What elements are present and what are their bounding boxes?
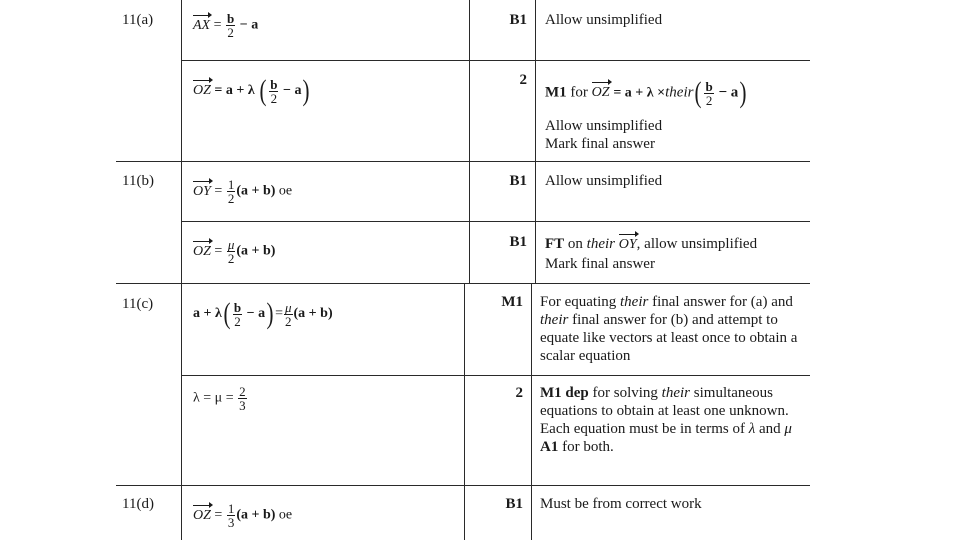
row-divider [181,375,810,376]
expression-part: (a + b) [236,507,276,523]
mark-value: 2 [519,72,527,88]
column-divider [531,283,532,540]
fraction: $\frac{b}{2}$ [233,299,242,329]
guidance-text: Mark final answer [545,256,655,272]
vector-symbol: OZ [193,507,211,523]
bracket: ( [694,76,702,109]
fraction: $\frac{2}{3}$ [239,384,246,413]
equals-sign: = [214,507,223,523]
guidance-text: Allow unsimplified [545,173,663,189]
row-divider [181,60,810,61]
column-divider [464,283,465,540]
bracket: ) [266,297,274,330]
guidance-ft-line [545,235,757,254]
expression-part: − a [246,306,266,322]
fraction: $\frac{1}{3}$ [227,501,235,530]
expression-tail: − a [239,17,259,33]
expression-part: a + λ [193,306,222,322]
guidance-text: Allow unsimplified [545,12,663,28]
oe-note: oe [278,183,293,199]
column-divider [469,0,470,283]
column-divider [535,0,536,283]
vector-symbol: OY [193,183,211,199]
expression-part: − a [282,83,302,99]
question-label: 11(c) [122,296,154,312]
vector-symbol: OZ [193,243,211,259]
expression-part: = a + λ × [613,85,666,101]
bracket: ( [259,74,267,107]
fraction: $\frac{1}{2}$ [227,177,235,206]
question-label: 11(a) [122,12,154,28]
expression-part: (a + b) [293,306,333,322]
guidance-paragraph: M1 dep for solving their simultaneous equations to obtain at least one unknown. Each equation must be in terms of λ and μ A1 for both. [540,385,792,455]
mark-value: B1 [509,12,527,28]
vector-symbol: OZ [591,85,610,101]
fraction: $\frac{\mu}{2}$ [227,237,235,266]
equals-sign: = [214,243,223,259]
bracket: ) [302,74,310,107]
guidance-word: for [570,84,588,101]
answer-expression [193,385,248,412]
guidance-text: Mark final answer [545,136,655,152]
row-divider [181,221,810,222]
guidance-method-line [545,76,748,109]
expression-part: − a [718,84,739,101]
fraction: $\frac{b}{2}$ [705,78,713,108]
answer-expression [193,238,275,265]
expression-part: (a + b) [236,243,276,259]
answer-expression [193,74,311,107]
vector-symbol: AX [193,17,211,33]
column-divider [181,0,182,540]
mark-value: 2 [515,385,523,401]
answer-expression [193,12,258,39]
mark-value: B1 [505,496,523,512]
bracket: ) [739,76,747,109]
row-divider [116,283,810,284]
row-divider [116,161,810,162]
mark-code: M1 [545,84,567,101]
bracket: ( [223,297,231,330]
fraction: $\frac{b}{2}$ [270,76,278,106]
answer-expression [193,297,333,330]
their-word: their [586,236,616,252]
guidance-word: on [567,236,583,252]
fraction: $\frac{\mu}{2}$ [284,299,292,329]
expression-part: λ = μ = [193,390,234,406]
mark-value: B1 [509,173,527,189]
question-label: 11(b) [122,173,154,189]
mark-value: B1 [509,234,527,250]
guidance-paragraph: For equating their final answer for (a) and their final answer for (b) and attempt to equate like vectors at least once to obtain a scalar equation [540,294,798,364]
answer-expression [193,178,292,205]
mark-value: M1 [501,294,523,310]
oe-note: oe [278,507,293,523]
equals-sign: = [275,306,283,322]
expression-part: (a + b) [236,183,276,199]
guidance-text: Allow unsimplified [545,118,663,134]
guidance-word: , allow unsimplified [636,236,758,252]
equals-sign: = [214,183,223,199]
fraction: $\frac{b}{2}$ [227,11,235,40]
answer-expression [193,502,292,529]
expression-part: = a + λ [214,83,255,99]
question-label: 11(d) [122,496,154,512]
vector-symbol: OY [618,237,637,252]
row-divider [116,485,810,486]
guidance-text: Must be from correct work [540,496,702,512]
mark-code: FT [545,236,565,252]
vector-symbol: OZ [193,83,211,99]
equals-sign: = [213,17,222,33]
their-word: their [665,84,694,101]
